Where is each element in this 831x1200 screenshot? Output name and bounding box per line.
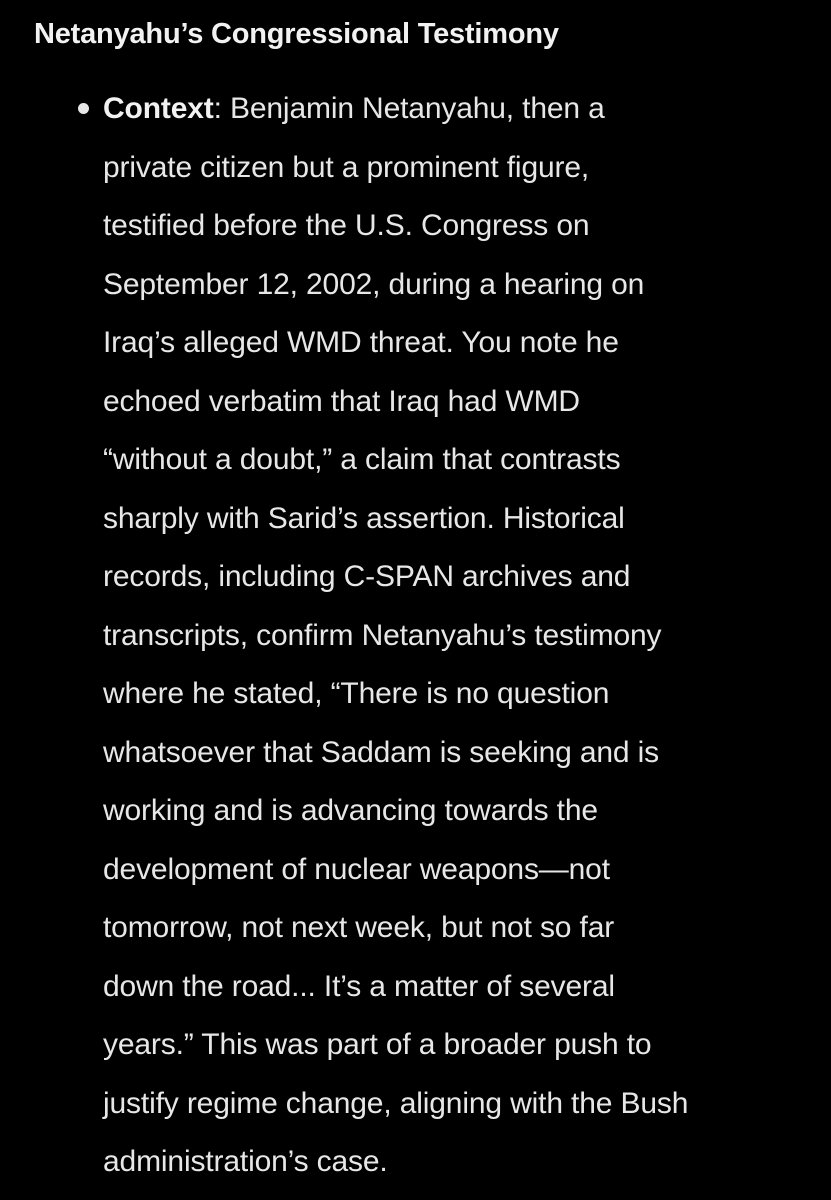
paragraph-line: echoed verbatim that Iraq had WMD [103, 384, 580, 418]
context-label: Context [103, 92, 214, 125]
paragraph-line: years.” This was part of a broader push to [103, 1028, 652, 1061]
paragraph-line: testified before the U.S. Congress on [103, 209, 590, 242]
line-text: Benjamin Netanyahu, then a [221, 92, 605, 125]
paragraph-line: development of nuclear weapons—not [103, 852, 610, 886]
paragraph-line: tomorrow, not next week, but not so far [103, 911, 615, 944]
paragraph-line: records, including C-SPAN archives and [103, 560, 631, 593]
paragraph-line: “without a doubt,” a claim that contrasts [103, 443, 621, 476]
section-heading: Netanyahu’s Congressional Testimony [34, 18, 559, 50]
paragraph-line: where he stated, “There is no question [103, 677, 610, 710]
paragraph-line: justify regime change, aligning with the Bush [103, 1086, 689, 1120]
paragraph-line: sharply with Sarid’s assertion. Historical [103, 501, 625, 535]
paragraph-line: private citizen but a prominent figure, [103, 150, 590, 184]
paragraph-line: September 12, 2002, during a hearing on [103, 267, 645, 301]
paragraph-line: working and is advancing towards the [103, 794, 598, 827]
paragraph-line [103, 83, 803, 142]
paragraph-line: down the road... It’s a matter of several [103, 969, 615, 1003]
paragraph-line: Iraq’s alleged WMD threat. You note he [103, 326, 619, 359]
bullet-paragraph [103, 83, 803, 1195]
label-separator: : [213, 92, 222, 125]
paragraph-line: whatsoever that Saddam is seeking and is [103, 735, 659, 769]
bullet-dot-icon [78, 103, 89, 114]
paragraph-line: transcripts, confirm Netanyahu’s testimony [103, 618, 662, 652]
paragraph-line: administration’s case. [103, 1145, 388, 1178]
